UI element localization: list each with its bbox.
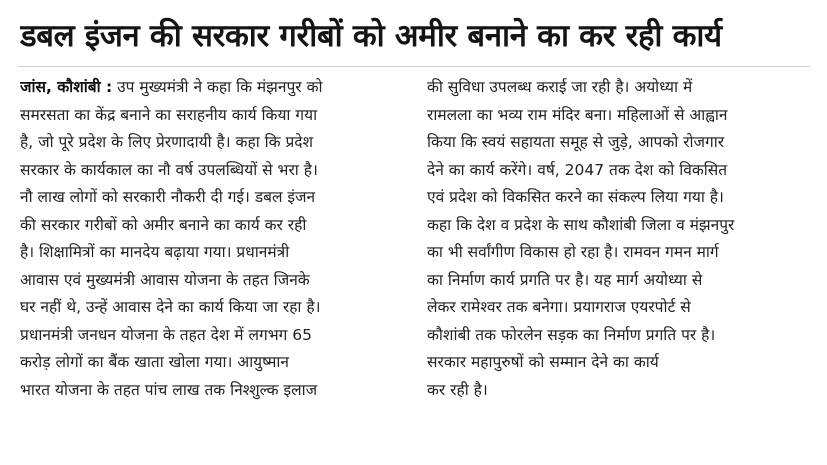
article-line: सरकार महापुरुषों को सम्मान देने का कार्य	[427, 353, 659, 371]
headline-divider	[18, 66, 810, 67]
article-line: रामलला का भव्य राम मंदिर बना। महिलाओं से आह्वान	[427, 105, 728, 124]
article-line: कर रही है।	[427, 380, 488, 399]
article-headline: डबल इंजन की सरकार गरीबों को अमीर बनाने का कर रही कार्य	[20, 18, 722, 54]
article-line: देने का कार्य करेंगे। वर्ष, 2047 तक देश को विकसित	[427, 160, 728, 179]
article-line: कौशांबी तक फोरलेन सड़क का निर्माण प्रगति पर है।	[427, 325, 716, 344]
article-line: करोड़ लोगों का बैंक खाता खोला गया। आयुष्मान	[20, 353, 289, 371]
article-line: का भी सर्वांगीण विकास हो रहा है। रामवन गमन मार्ग	[427, 243, 719, 261]
article-line: की सुविधा उपलब्ध कराई जा रही है। अयोध्या में	[427, 78, 693, 96]
article-line: का निर्माण कार्य प्रगति पर है। यह मार्ग अयोध्या से	[427, 270, 703, 289]
article-line: कहा कि देश व प्रदेश के साथ कौशांबी जिला व मंझनपुर	[427, 215, 735, 234]
article-line: घर नहीं थे, उन्हें आवास देने का कार्य किया जा रहा है।	[20, 298, 321, 316]
article-line: किया कि स्वयं सहायता समूह से जुड़े, आपको रोजगार	[427, 133, 725, 151]
dateline: जांस, कौशांबी :	[20, 78, 113, 96]
article-line: एवं प्रदेश को विकसित करने का संकल्प लिया गया है।	[427, 188, 724, 206]
article-line-text: उप मुख्यमंत्री ने कहा कि मंझनपुर को	[112, 78, 323, 96]
article-line: है, जो पूरे प्रदेश के लिए प्रेरणादायी है। कहा कि प्रदेश	[20, 133, 314, 151]
article-line: समरसता का केंद्र बनाने का सराहनीय कार्य किया गया	[20, 105, 318, 124]
article-line: प्रधानमंत्री जनधन योजना के तहत देश में लगभग 65	[20, 325, 313, 344]
article-line: सरकार के कार्यकाल का नौ वर्ष उपलब्धियों से भरा है।	[20, 160, 318, 179]
article-line: है। शिक्षामित्रों का मानदेय बढ़ाया गया। प्रधानमंत्री	[20, 243, 290, 261]
article-column-right	[427, 74, 817, 404]
article-line: की सरकार गरीबों को अमीर बनाने का कार्य कर रही	[20, 215, 307, 234]
article-line: आवास एवं मुख्यमंत्री आवास योजना के तहत जिनके	[20, 270, 310, 289]
article-column-left	[20, 74, 408, 404]
article-line	[20, 74, 408, 102]
article-line: नौ लाख लोगों को सरकारी नौकरी दी गई। डबल इंजन	[20, 188, 316, 206]
article-line: भारत योजना के तहत पांच लाख तक निश्शुल्क इलाज	[20, 380, 318, 399]
article-line: लेकर रामेश्वर तक बनेगा। प्रयागराज एयरपोर्ट से	[427, 298, 691, 316]
